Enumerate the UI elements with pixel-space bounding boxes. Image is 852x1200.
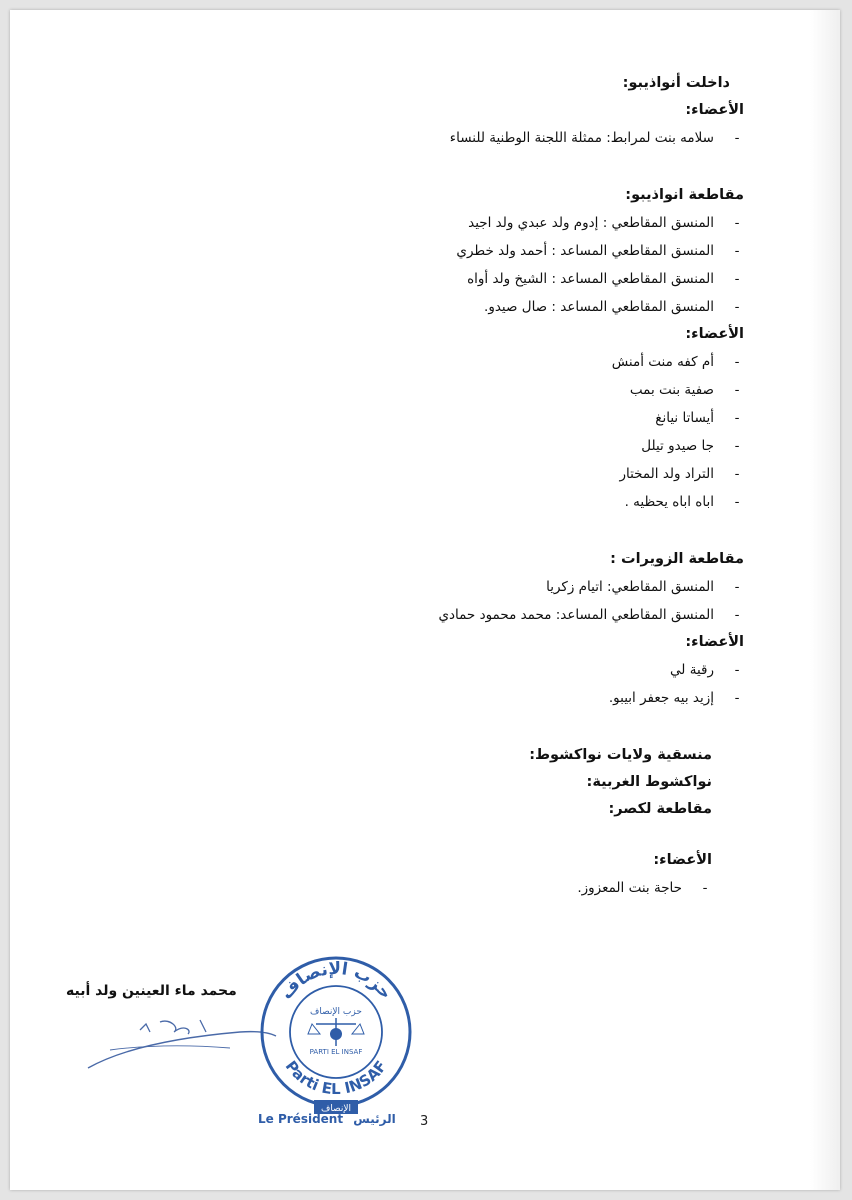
dash-bullet: - bbox=[734, 410, 740, 426]
dash-bullet: - bbox=[734, 299, 740, 315]
member-name: حاجة بنت المعزوز. bbox=[577, 880, 682, 896]
dash-bullet: - bbox=[734, 690, 740, 706]
list-item bbox=[224, 237, 744, 265]
members-label: الأعضاء: bbox=[685, 326, 744, 342]
section-dakhlet-nouadhibou bbox=[224, 70, 744, 152]
section-title: مقاطعة الزويرات : bbox=[610, 551, 744, 567]
coordinator-entry: المنسق المقاطعي: اتيام زكريا bbox=[546, 579, 714, 595]
dash-bullet: - bbox=[734, 243, 740, 259]
member-name: اباه اباه يحظيه . bbox=[624, 494, 714, 510]
dash-bullet: - bbox=[734, 382, 740, 398]
stamp-ring-text-french: Parti EL INSAF bbox=[281, 1057, 391, 1099]
list-item bbox=[224, 874, 744, 902]
list-item bbox=[224, 404, 744, 432]
section-nouadhibou bbox=[224, 182, 744, 516]
member-name: أم كفه منت أمنش bbox=[611, 354, 714, 370]
dash-bullet: - bbox=[702, 880, 708, 896]
stamp-caption bbox=[258, 1112, 396, 1126]
list-item bbox=[224, 293, 744, 321]
dash-bullet: - bbox=[734, 662, 740, 678]
stamp-banner-text: الإنصاف bbox=[320, 1104, 352, 1114]
stamp-inner-text-french: PARTI EL INSAF bbox=[309, 1048, 363, 1056]
page-number: 3 bbox=[420, 1114, 429, 1129]
list-item bbox=[224, 488, 744, 516]
dash-bullet: - bbox=[734, 579, 740, 595]
section-title: منسقية ولايات نواكشوط: bbox=[529, 747, 712, 763]
member-name: أيساتا نيانغ bbox=[655, 410, 714, 426]
list-item bbox=[224, 348, 744, 376]
section-title: داخلت أنواذيبو: bbox=[622, 75, 730, 91]
list-item bbox=[224, 209, 744, 237]
scan-shadow bbox=[810, 10, 840, 1190]
list-item bbox=[224, 265, 744, 293]
member-name: صفية بنت بمب bbox=[629, 382, 714, 398]
list-item bbox=[224, 601, 744, 629]
dash-bullet: - bbox=[734, 215, 740, 231]
coordinator-entry: المنسق المقاطعي المساعد : أحمد ولد خطري bbox=[456, 243, 714, 259]
list-item bbox=[224, 432, 744, 460]
members-label: الأعضاء: bbox=[653, 852, 712, 868]
list-item bbox=[224, 573, 744, 601]
list-item bbox=[224, 460, 744, 488]
dash-bullet: - bbox=[734, 494, 740, 510]
list-item bbox=[224, 376, 744, 404]
coordinator-entry: المنسق المقاطعي : إدوم ولد عبدي ولد اجيد bbox=[468, 215, 714, 231]
party-stamp bbox=[256, 950, 416, 1115]
list-item bbox=[224, 656, 744, 684]
member-name: جا صيدو تيلل bbox=[641, 438, 714, 454]
caption-french: Le Président bbox=[258, 1112, 344, 1126]
section-nouakchott bbox=[224, 742, 744, 902]
dash-bullet: - bbox=[734, 466, 740, 482]
coordinator-entry: المنسق المقاطعي المساعد: محمد محمود حمادي bbox=[438, 607, 714, 623]
member-name: سلامه بنت لمرابط: ممثلة اللجنة الوطنية للنساء bbox=[449, 130, 714, 146]
coordinator-entry: المنسق المقاطعي المساعد : الشيخ ولد أواه bbox=[467, 271, 714, 287]
stamp-inner-text-arabic: حزب الإنصاف bbox=[310, 1007, 362, 1017]
member-name: رقية لي bbox=[670, 662, 714, 678]
list-item bbox=[224, 124, 744, 152]
section-subtitle: نواكشوط الغربية: bbox=[586, 774, 712, 790]
section-subtitle: مقاطعة لكصر: bbox=[608, 801, 712, 817]
section-zouerate bbox=[224, 546, 744, 712]
dash-bullet: - bbox=[734, 438, 740, 454]
dash-bullet: - bbox=[734, 130, 740, 146]
dash-bullet: - bbox=[734, 354, 740, 370]
dash-bullet: - bbox=[734, 271, 740, 287]
coordinator-entry: المنسق المقاطعي المساعد : صال صيدو. bbox=[484, 299, 714, 315]
dash-bullet: - bbox=[734, 607, 740, 623]
caption-arabic: الرئيس bbox=[353, 1112, 396, 1126]
scales-emblem bbox=[308, 1018, 364, 1046]
members-label: الأعضاء: bbox=[685, 102, 744, 118]
members-label: الأعضاء: bbox=[685, 634, 744, 650]
member-name: إزيد بيه جعفر ابيبو. bbox=[608, 690, 714, 706]
section-title: مقاطعة انواذيبو: bbox=[625, 187, 744, 203]
list-item bbox=[224, 684, 744, 712]
member-name: التراد ولد المختار bbox=[619, 466, 714, 482]
signature-image bbox=[80, 1010, 280, 1080]
stamp-ring-text-arabic: حزب الإنصاف bbox=[276, 958, 396, 1004]
page-content bbox=[224, 70, 744, 902]
signatory-name: محمد ماء العينين ولد أبيه bbox=[66, 983, 237, 999]
